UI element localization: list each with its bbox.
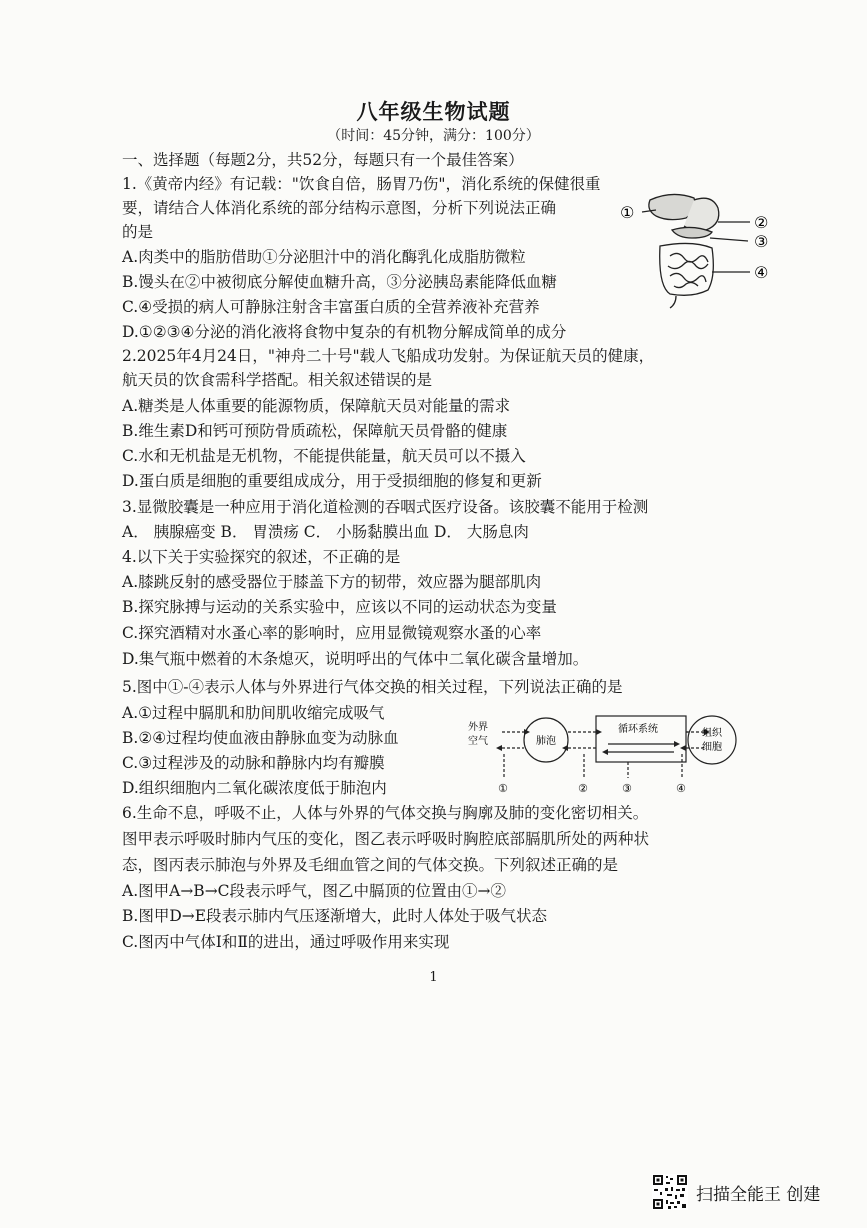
question-2-option-b: B.维生素D和钙可预防骨质疏松，保障航天员骨骼的健康 bbox=[122, 422, 508, 440]
question-1-stem-line-1: 1.《黄帝内经》有记载："饮食自倍，肠胃乃伤"，消化系统的保健很重 bbox=[122, 175, 601, 193]
question-1-option-b: B.馒头在②中被彻底分解使血糖升高，③分泌胰岛素能降低血糖 bbox=[122, 273, 557, 291]
question-6-stem-line-1: 6.生命不息，呼吸不止，人体与外界的气体交换与胸廓及肺的变化密切相关。 bbox=[122, 804, 649, 822]
page-number: 1 bbox=[429, 970, 438, 985]
scanner-watermark bbox=[652, 1172, 852, 1212]
label-4: ④ bbox=[754, 263, 769, 282]
page-subtitle: （时间：45分钟，满分：100分） bbox=[327, 128, 540, 144]
question-6-option-c: C.图丙中气体Ⅰ和Ⅱ的进出，通过呼吸作用来实现 bbox=[122, 933, 450, 951]
question-6-option-b: B.图甲D→E段表示肺内气压逐渐增大，此时人体处于吸气状态 bbox=[122, 907, 548, 925]
watermark-text: 扫描全能王 创建 bbox=[696, 1184, 821, 1205]
question-5-option-d: D.组织细胞内二氧化碳浓度低于肺泡内 bbox=[122, 779, 387, 797]
question-5-option-a: A.①过程中膈肌和肋间肌收缩完成吸气 bbox=[122, 704, 385, 722]
question-6-option-a: A.图甲A→B→C段表示呼气，图乙中膈顶的位置由①→② bbox=[122, 882, 507, 900]
question-4-option-c: C.探究酒精对水蚤心率的影响时，应用显微镜观察水蚤的心率 bbox=[122, 624, 542, 642]
process-1-label: ① bbox=[498, 782, 508, 795]
outside-air-label-1: 外界 bbox=[468, 722, 488, 733]
question-4-option-d: D.集气瓶中燃着的木条熄灭，说明呼出的气体中二氧化碳含量增加。 bbox=[122, 650, 589, 668]
digestive-system-figure bbox=[612, 186, 782, 310]
qr-code-icon bbox=[652, 1174, 688, 1210]
alveoli-label: 肺泡 bbox=[536, 736, 556, 747]
question-1-option-d: D.①②③④分泌的消化液将食物中复杂的有机物分解成简单的成分 bbox=[122, 323, 567, 341]
question-2-stem-line-2: 航天员的饮食需科学搭配。相关叙述错误的是 bbox=[122, 371, 433, 389]
label-1: ① bbox=[620, 203, 635, 222]
process-2-label: ② bbox=[578, 782, 588, 795]
process-4-label: ④ bbox=[676, 782, 686, 795]
question-2-stem-line-1: 2.2025年4月24日，"神舟二十号"载人飞船成功发射。为保证航天员的健康， bbox=[122, 347, 655, 365]
question-4-option-b: B.探究脉搏与运动的关系实验中，应该以不同的运动状态为变量 bbox=[122, 598, 557, 616]
label-2: ② bbox=[754, 213, 769, 232]
question-1-stem-line-2: 要，请结合人体消化系统的部分结构示意图，分析下列说法正确 bbox=[122, 199, 557, 217]
question-1-stem-line-3: 的是 bbox=[122, 223, 154, 241]
question-4-stem: 4.以下关于实验探究的叙述，不正确的是 bbox=[122, 548, 401, 566]
gas-exchange-figure bbox=[468, 708, 746, 798]
question-2-option-a: A.糖类是人体重要的能源物质，保障航天员对能量的需求 bbox=[122, 397, 511, 415]
question-2-option-c: C.水和无机盐是无机物，不能提供能量，航天员可以不摄入 bbox=[122, 447, 526, 465]
label-3: ③ bbox=[754, 232, 769, 251]
question-3-options: A． 胰腺癌变 B． 胃溃疡 C． 小肠黏膜出血 D． 大肠息肉 bbox=[122, 523, 529, 541]
tissue-label-1: 组织 bbox=[702, 728, 722, 739]
question-2-option-d: D.蛋白质是细胞的重要组成成分，用于受损细胞的修复和更新 bbox=[122, 472, 542, 490]
outside-air-label-2: 空气 bbox=[468, 736, 488, 747]
question-1-option-a: A.肉类中的脂肪借助①分泌胆汁中的消化酶乳化成脂肪微粒 bbox=[122, 248, 526, 266]
question-1-option-c: C.④受损的病人可静脉注射含丰富蛋白质的全营养液补充营养 bbox=[122, 298, 540, 316]
question-5-option-b: B.②④过程均使血液由静脉血变为动脉血 bbox=[122, 729, 399, 747]
question-6-stem-line-3: 态，图丙表示肺泡与外界及毛细血管之间的气体交换。下列叙述正确的是 bbox=[122, 856, 619, 874]
process-3-label: ③ bbox=[622, 782, 632, 795]
question-4-option-a: A.膝跳反射的感受器位于膝盖下方的韧带，效应器为腿部肌肉 bbox=[122, 573, 542, 591]
question-6-stem-line-2: 图甲表示呼吸时肺内气压的变化，图乙表示呼吸时胸腔底部膈肌所处的两种状 bbox=[122, 830, 650, 848]
question-5-option-c: C.③过程涉及的动脉和静脉内均有瓣膜 bbox=[122, 754, 385, 772]
circulation-label: 循环系统 bbox=[618, 724, 658, 735]
page-title: 八年级生物试题 bbox=[356, 99, 511, 124]
tissue-label-2: 细胞 bbox=[702, 742, 722, 753]
question-5-stem: 5.图中①-④表示人体与外界进行气体交换的相关过程，下列说法正确的是 bbox=[122, 678, 623, 696]
section-heading: 一、选择题（每题2分，共52分，每题只有一个最佳答案） bbox=[122, 151, 524, 169]
question-3-stem: 3.显微胶囊是一种应用于消化道检测的吞咽式医疗设备。该胶囊不能用于检测 bbox=[122, 498, 649, 516]
